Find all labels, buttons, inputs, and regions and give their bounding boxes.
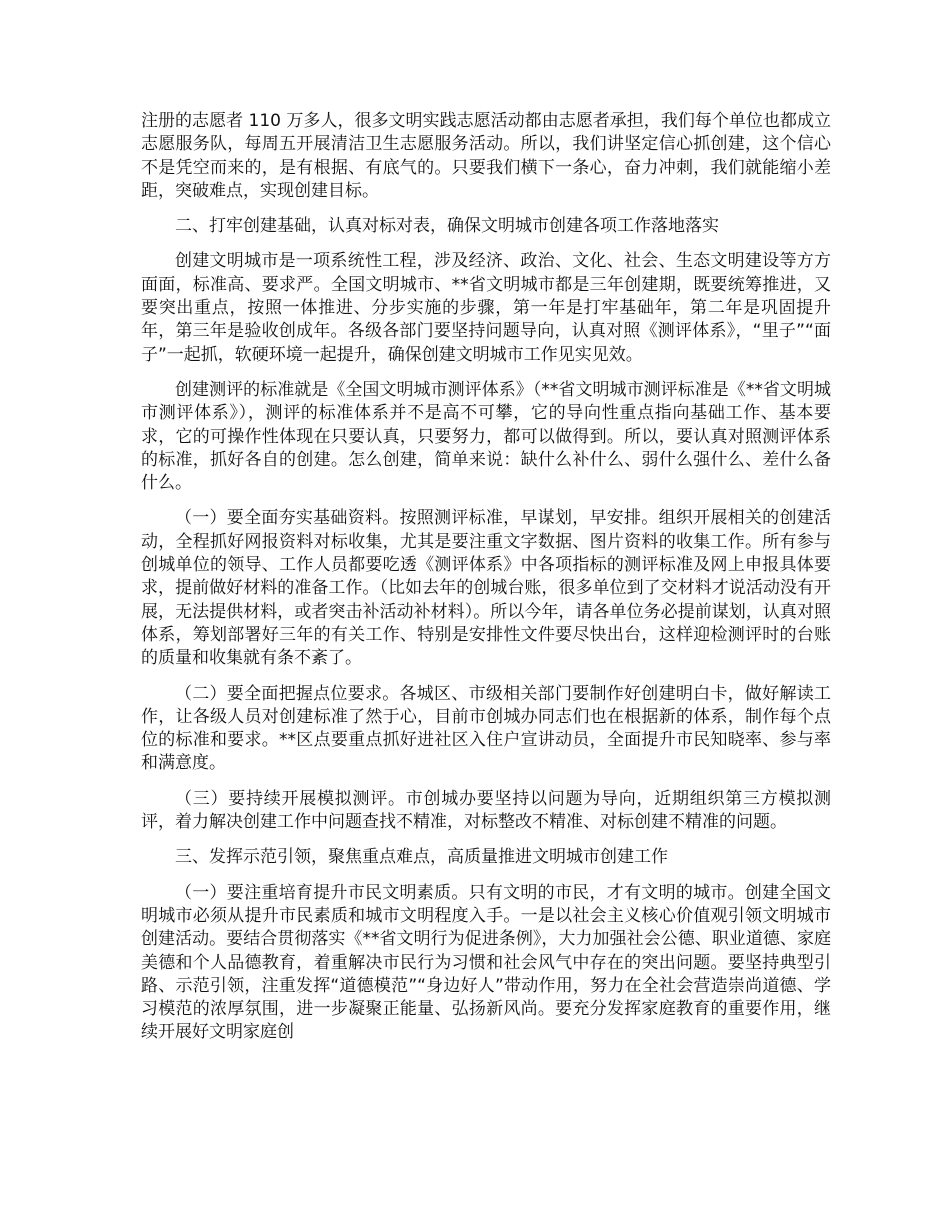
- section-heading-3: 三、发挥示范引领，聚焦重点难点，高质量推进文明城市创建工作: [175, 847, 668, 868]
- paragraph-system-project: 创建文明城市是一项系统性工程，涉及经济、政治、文化、社会、生态文明建设等方方面面，标准高、要求严。全国文明城市、**省文明城市都是三年创建期，既要统筹推进，又要突出重点，按照一体推进、分步实施的步骤，第一年是打牢基础年，第二年是巩固提升年，第三年是验收创成年。各级各部门要坚持问题导向，认真对照《测评体系》，“里子”“面子”一起抓，软硬环境一起提升，确保创建文明城市工作见实见效。: [141, 251, 831, 365]
- paragraph-mock-evaluation: （三）要持续开展模拟测评。市创城办要坚持以问题为导向，近期组织第三方模拟测评，着力解决创建工作中问题查找不精准，对标整改不精准、对标创建不精准的问题。: [141, 788, 831, 833]
- paragraph-citizen-quality: （一）要注重培育提升市民文明素质。只有文明的市民，才有文明的城市。创建全国文明城市必须从提升市民素质和城市文明程度入手。一是以社会主义核心价值观引领文明城市创建活动。要结合贯彻落实《**省文明行为促进条例》，大力加强社会公德、职业道德、家庭美德和个人品德教育，着重解决市民行为习惯和社会风气中存在的突出问题。要坚持典型引路、示范引领，注重发挥“道德模范”“身边好人”带动作用，努力在全社会营造崇尚道德、学习模范的浓厚氛围，进一步凝聚正能量、弘扬新风尚。要充分发挥家庭教育的重要作用，继续开展好文明家庭创: [141, 882, 831, 1043]
- paragraph-basic-materials: （一）要全面夯实基础资料。按照测评标准，早谋划，早安排。组织开展相关的创建活动，全程抓好网报资料对标收集，尤其是要注重文字数据、图片资料的收集工作。所有参与创城单位的领导、工作人员都要吃透《测评体系》中各项指标的测评标准及网上申报具体要求，提前做好材料的准备工作。（比如去年的创城台账，很多单位到了交材料才说活动没有开展，无法提供材料，或者突击补活动补材料）。所以今年，请各单位务必提前谋划，认真对照体系，筹划部署好三年的有关工作、特别是安排性文件要尽快出台，这样迎检测评时的台账的质量和收集就有条不紊了。: [141, 508, 831, 669]
- section-heading-2: 二、打牢创建基础，认真对标对表，确保文明城市创建各项工作落地落实: [175, 216, 719, 237]
- paragraph-evaluation-standard: 创建测评的标准就是《全国文明城市测评体系》（**省文明城市测评标准是《**省文明城市测评体系》），测评的标准体系并不是高不可攀，它的导向性重点指向基础工作、基本要求，它的可操作性体现在只要认真，只要努力，都可以做得到。所以，要认真对照测评体系的标准，抓好各自的创建。怎么创建，简单来说：缺什么补什么、弱什么强什么、差什么备什么。: [141, 379, 831, 494]
- document-page: [141, 110, 831, 1057]
- paragraph-site-requirements: （二）要全面把握点位要求。各城区、市级相关部门要制作好创建明白卡，做好解读工作，让各级人员对创建标准了然于心，目前市创城办同志们也在根据新的体系，制作每个点位的标准和要求。**区点要重点抓好进社区入住户宣讲动员，全面提升市民知晓率、参与率和满意度。: [141, 683, 831, 774]
- paragraph-volunteers: 注册的志愿者 110 万多人，很多文明实践志愿活动都由志愿者承担，我们每个单位也都成立志愿服务队，每周五开展清洁卫生志愿服务活动。所以，我们讲坚定信心抓创建，这个信心不是凭空而来的，是有根据、有底气的。只要我们横下一条心，奋力冲刺，我们就能缩小差距，突破难点，实现创建目标。: [141, 111, 831, 201]
